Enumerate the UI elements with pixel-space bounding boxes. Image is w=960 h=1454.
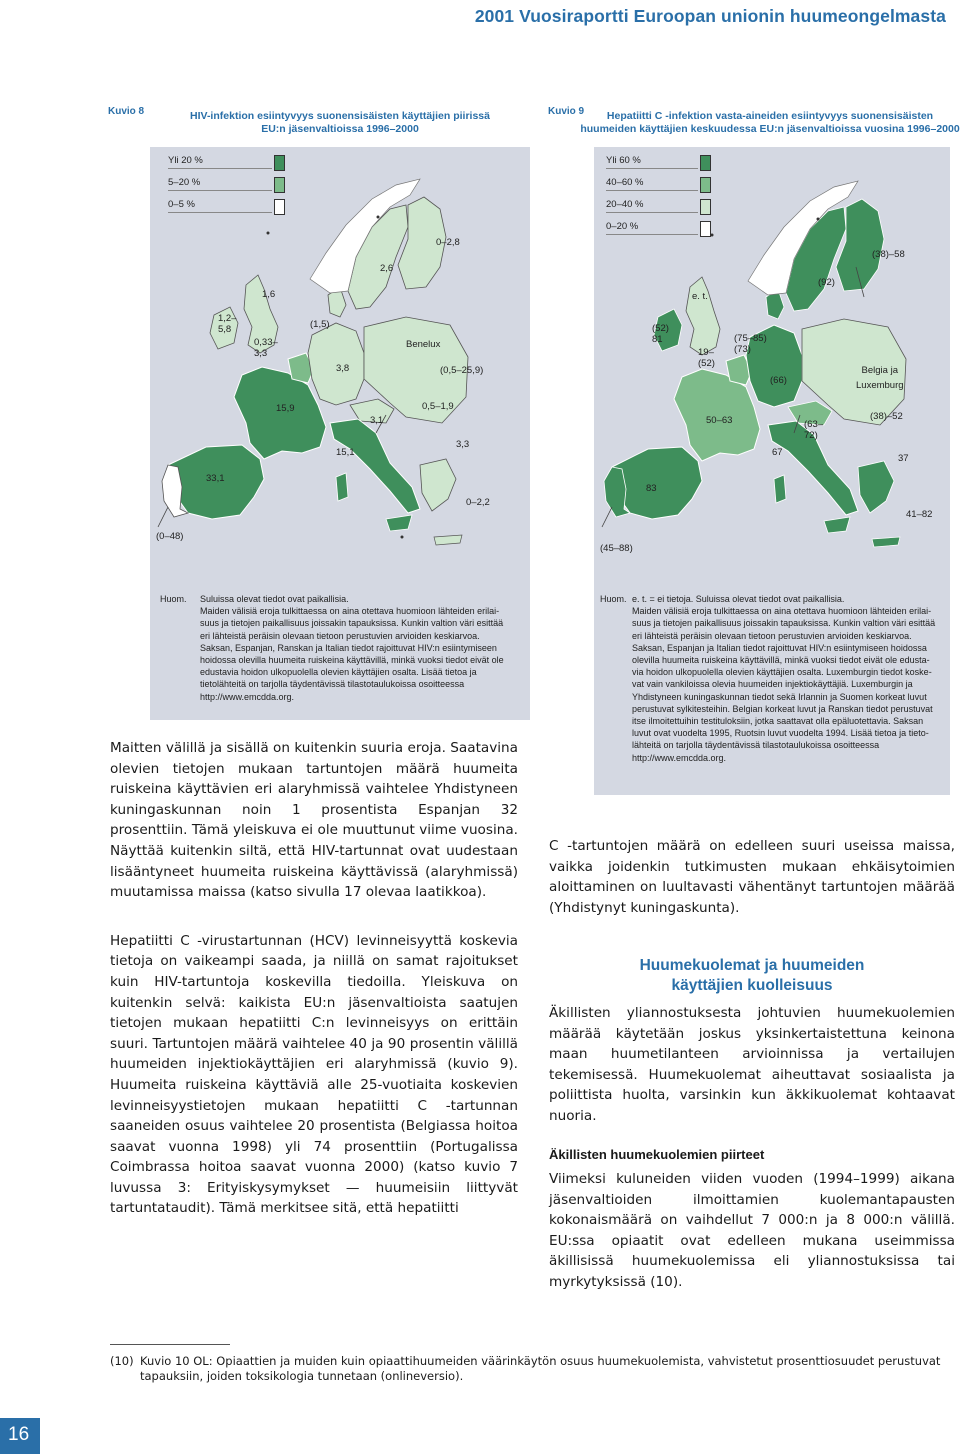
fig9-legend-divider: [606, 190, 698, 191]
fig8-marker-dot: [401, 536, 404, 539]
fig8-map-label: 0,33– 3,3: [254, 337, 278, 359]
fig8-legend-swatch-low: [274, 199, 285, 215]
fig9-map-panel: [594, 147, 950, 587]
fig8-label: Kuvio 8: [108, 106, 145, 117]
fig9-title: [580, 110, 960, 136]
fig9-note-line: olevilla huumeita ruiskeina käyttävillä, minkä vuoksi tiedot eivät ole edusta-: [632, 655, 930, 666]
fig9-legend: [606, 155, 736, 239]
fig9-note-body: [632, 593, 948, 764]
fig9-map-label: (38)–58: [872, 249, 905, 260]
fig8-map-label: 2,6: [380, 263, 394, 274]
fig9-legend-row: [606, 199, 644, 213]
fig9-map-label: 41–82: [906, 509, 933, 520]
fig8-note-line: hoidossa olevilla huumeita ruiskeina käyttävillä, minkä vuoksi tiedot eivät ole: [200, 655, 504, 666]
fig8-map-label: 1,2– 5,8: [218, 313, 237, 335]
fig8-note-line: Maiden välisiä eroja tulkittaessa on aina otettava huomioon lähteiden erilai-: [200, 606, 500, 617]
fig9-title-line1: Hepatiitti C -infektion vasta-aineiden esiintyvyys suonensisäisten: [606, 110, 934, 122]
fig8-legend-label-2: 5–20 %: [168, 177, 201, 188]
fig8-legend-label-1: Yli 20 %: [168, 155, 203, 166]
fig8-island-crete: [434, 535, 462, 545]
fig8-map-label: 0,5–1,9: [422, 401, 454, 412]
fig8-legend-divider: [168, 168, 272, 169]
fig8-legend-divider: [168, 190, 272, 191]
section-heading-line1: Huumekuolemat ja huumeiden: [639, 957, 865, 974]
fig9-island-crete: [872, 537, 900, 547]
fig8-map-label: 15,1: [336, 447, 355, 458]
fig8-note-line: Saksan, Espanjan, Ranskan ja Italian tiedot rajoittuvat HIV:n esiintymiseen: [200, 642, 497, 653]
fig9-marker-dot: [817, 218, 820, 221]
fig9-note-line: Maiden välisiä eroja tulkittaessa on aina otettava huomioon lähteiden erilai-: [632, 606, 932, 617]
fig8-legend: [168, 155, 298, 215]
fig9-legend-swatch-4: [700, 221, 711, 237]
footnote-text: Kuvio 10 OL: Opiaattien ja muiden kuin opiaattihuumeiden väärinkäytön osuus huumekuolemista, vahvistetut prosenttiosuudet perustuvat tapauksiin, joiden toksikologia tunnetaan (onlineversio).: [140, 1354, 941, 1383]
fig9-note-line: via hoidon ulkopuolella olevien käyttäjien osalta. Luxemburgin tiedot koske-: [632, 667, 932, 678]
fig9-note-line: perustuvat sylkitesteihin. Belgian korkeat luvut ja Ranskan tiedot perustuvat: [632, 703, 933, 714]
fig9-legend-label-4: 0–20 %: [606, 221, 639, 232]
fig9-map-label: (45–88): [600, 543, 633, 554]
fig8-legend-row: [168, 199, 195, 213]
section-heading: [549, 956, 955, 996]
fig9-legend-label-3: 20–40 %: [606, 199, 644, 210]
page-number: 16: [8, 1424, 30, 1445]
fig8-note-body: [200, 593, 526, 703]
fig8-map-label: (0–48): [156, 531, 184, 542]
footnote-rule: [110, 1344, 230, 1345]
fig9-map-label: (52) 81: [652, 323, 669, 345]
fig9-legend-label-1: Yli 60 %: [606, 155, 641, 166]
fig9-map-label: e. t.: [692, 291, 708, 302]
fig9-note-line: Yhdistyneen kuningaskunnan tiedot sekä Irlannin ja Suomen korkeat luvut: [632, 691, 927, 702]
fig8-note-panel: [150, 587, 530, 720]
fig9-note-panel: [594, 587, 950, 795]
fig9-island-sardinia: [774, 475, 786, 503]
fig8-country-greece: [420, 459, 456, 511]
fig9-note-line: lähteitä on tarjolla täydentävissä tilastotaulukoissa osoitteessa: [632, 740, 880, 751]
fig9-note-line: http://www.emcdda.org.: [632, 752, 727, 763]
fig9-map-label: 50–63: [706, 415, 733, 426]
header-title: 2001 Vuosiraportti Euroopan unionin huumeongelmasta: [474, 6, 946, 26]
fig9-legend-divider: [606, 168, 698, 169]
section-heading-line2: käyttäjien kuolleisuus: [671, 977, 833, 994]
fig8-note-line: http://www.emcdda.org.: [200, 691, 295, 702]
fig9-legend-swatch-2: [700, 177, 711, 193]
fig9-map-label: (66): [770, 375, 787, 386]
fig8-legend-swatch-mid: [274, 177, 285, 193]
fig9-legend-divider: [606, 234, 698, 235]
footnote-mark: (10): [110, 1354, 134, 1368]
fig8-map-label: 3,8: [336, 363, 350, 374]
fig8-map-label: 1,6: [262, 289, 276, 300]
left-column: [110, 738, 518, 1219]
fig9-map-label: 83: [646, 483, 657, 494]
fig9-label: Kuvio 9: [548, 106, 585, 117]
fig9-note-line: luvut ovat vuodelta 1995, Ruotsin luvut vuodelta 1994. Lisää tietoa ja tieto-: [632, 728, 929, 739]
fig9-map-label: 37: [898, 453, 909, 464]
fig9-note-line: suus ja tietojen paikallisuus joissakin tapauksissa. Kunkin valtion väri esittää: [632, 618, 936, 629]
left-paragraph-2: Hepatiitti C -virustartunnan (HCV) levinneisyyttä koskevia tietoja on vaikeampi saada, ja niillä on samat rajoitukset kuin HIV-tartuntoja koskevilla tiedoilla. Yleiskuva on kuitenkin selvä: kaikista EU:n jäsenvaltioista saatujen tietojen mukaan hepatiitti C:n levinneisyys on erittäin suuri. Tartuntojen määrä vaihtelee 40 ja 90 prosentin välillä huumeiden injektiokäyttäjien eri alaryhmissä (kuvio 9). Huumeita ruiskeina käyttäviä alle 25-vuotiaita koskevien levinneisyystietojen mukaan hepatiitti C -tartunnan saaneiden osuus vaihtelee 20 prosentista (Belgiassa hoitoa saavat vuonna 1998) yli 74 prosenttiin (Portugalissa Coimbrassa hoitoa saavat vuonna 2000) (katso kuvio 7 luvussa 3: Erityiskysymykset — huumeisiin liittyvät tartuntataudit). Tämä merkitsee sitä, että hepatiitti: [110, 932, 518, 1217]
fig9-legend-row: [606, 155, 641, 169]
fig9-note-line: Saksan, Espanjan ja Italian tiedot rajoittuvat HIV:n esiintymiseen hoidossa: [632, 642, 927, 653]
fig9-map-label: (38)–52: [870, 411, 903, 422]
fig9-legend-swatch-1: [700, 155, 711, 171]
fig8-title-line1: HIV-infektion esiintyvyys suonensisäisten käyttäjien piirissä: [190, 110, 490, 122]
fig9-country-uk: [686, 277, 720, 355]
fig8-map-label: (0,5–25,9): [440, 365, 484, 376]
fig8-map-label: 0–2,8: [436, 237, 460, 248]
sub-heading: Äkillisten huumekuolemien piirteet: [549, 1147, 765, 1162]
fig8-island-sardinia: [336, 473, 348, 501]
fig8-note-line: Suluissa olevat tiedot ovat paikallisia.: [200, 594, 349, 604]
page-header: [0, 0, 960, 32]
fig9-note-line: e. t. = ei tietoja. Suluissa olevat tiedot ovat paikallisia.: [632, 594, 845, 604]
fig9-country-greece: [858, 461, 894, 513]
fig8-map-label: 0–2,2: [466, 497, 490, 508]
fig8-note-head: Huom.: [160, 594, 187, 604]
fig8-note-line: eri lähteistä peräisin olevaan tietoon perustuvien arvioiden keskiarvoa.: [200, 630, 480, 641]
fig9-legend-label-2: 40–60 %: [606, 177, 644, 188]
fig9-legend-swatch-3: [700, 199, 711, 215]
fig8-map-label: 3,3: [456, 439, 470, 450]
fig8-legend-label-3: 0–5 %: [168, 199, 195, 210]
fig9-note-head: Huom.: [600, 594, 627, 604]
fig8-legend-swatch-high: [274, 155, 285, 171]
fig9-island-sicily: [824, 517, 850, 533]
fig8-map-label: 33,1: [206, 473, 225, 484]
fig8-map-label: 15,9: [276, 403, 295, 414]
right-paragraph-2: Äkillisten yliannostuksesta johtuvien huumekuolemien määrää käytetään joskus yksinkertaistettuna keinona maan huumetilanteen arvioinnissa ja vertailujen tekemisessä. Huumekuolemat aiheuttavat sosiaalista ja poliittista huolta, varsinkin kun äkkikuolemat kohtaavat nuoria.: [549, 1005, 955, 1124]
fig8-note-line: tietolähteitä on tarjolla täydentävissä tilastotaulukoissa osoitteessa: [200, 679, 465, 690]
fig8-map-label: 3,1: [370, 415, 384, 426]
fig8-marker-dot: [267, 232, 270, 235]
fig8-map-label: (1,5): [310, 319, 330, 330]
fig9-map-label: 67: [772, 447, 783, 458]
fig8-island-sicily: [386, 515, 412, 531]
right-paragraph-3: Viimeksi kuluneiden viiden vuoden (1994–1999) aikana jäsenvaltioiden ilmoittamien kuolemantapausten kokonaismäärä on vaihdellut 7 000:n ja 8 000:n välillä. EU:ssa opiaatit ovat edelleen mukana useimmissa äkillisissä huumekuolemissa eli yliannostuksissa tai myrkytyksissä (10).: [549, 1171, 955, 1290]
fig9-leader-line: [602, 507, 612, 527]
fig9-note-line: itse ilmoitettuihin testituloksiin, jotka saattavat olla epäluotettavia. Saksan: [632, 716, 924, 727]
fig9-country-spain: [612, 447, 702, 519]
fig8-note-line: suus ja tietojen paikallisuus joissakin tapauksissa. Kunkin valtion väri esittää: [200, 618, 504, 629]
page-number-tab: [0, 1418, 40, 1454]
right-paragraph-1: C -tartuntojen määrä on edelleen suuri useissa maissa, vaikka joidenkin tutkimusten mukaan ehkäisytoimien aloittaminen on luultavasti vähentänyt tartuntojen määrää (Yhdistynyt kuningaskunta).: [549, 838, 955, 916]
fig9-map-label: 19– (52): [698, 347, 715, 369]
fig9-legend-row: [606, 221, 638, 235]
fig9-title-line2: huumeiden käyttäjien keskuudessa EU:n jäsenvaltioissa vuosina 1996–2000: [580, 123, 960, 135]
fig9-note-line: vat vain vankiloissa olevia huumeiden injektiokäyttäjiä. Luxemburgin ja: [632, 679, 913, 690]
fig8-map-label: Benelux: [406, 339, 441, 350]
fig9-map-label: Belgia ja Luxemburg: [856, 365, 904, 391]
fig8-leader-line: [158, 507, 168, 527]
fig9-map-label: (75–85) (73): [734, 333, 767, 355]
fig8-title: [150, 110, 530, 136]
fig8-legend-row: [168, 155, 203, 169]
fig9-legend-divider: [606, 212, 698, 213]
fig8-legend-divider: [168, 212, 272, 213]
left-paragraph-1: Maitten välillä ja sisällä on kuitenkin suuria eroja. Saatavina olevien tietojen mukaan tartuntojen määrä huumeita ruiskeina käyttävien eri alaryhmissä vaihtelee Yhdistyneen kuningaskunnan noin 1 prosentista Espanjan 32 prosenttiin. Tämä yleiskuva ei ole muuttunut viime vuosina. Näyttää kuitenkin siltä, että HIV-tartunnat ovat uudestaan lisääntyneet huumeita ruiskeina käyttävissä (alaryhmissä) muutamissa maissa (katso sivulla 17 olevaa laatikkoa).: [110, 740, 518, 901]
fig8-marker-dot: [377, 216, 380, 219]
fig9-map-label: (92): [818, 277, 835, 288]
fig8-title-line2: EU:n jäsenvaltioissa 1996–2000: [261, 123, 419, 135]
fig8-legend-row: [168, 177, 200, 191]
fig9-map-label: (63– 72): [804, 419, 824, 441]
fig9-legend-row: [606, 177, 644, 191]
fig8-note-line: edustavia hoidon ulkopuolella olevien käyttäjien osalta. Lisää tietoa ja: [200, 667, 477, 678]
fig8-map-panel: [150, 147, 530, 587]
fig9-note-line: eri lähteistä peräisin olevaan tietoon perustuvien arvioiden keskiarvoa.: [632, 630, 912, 641]
